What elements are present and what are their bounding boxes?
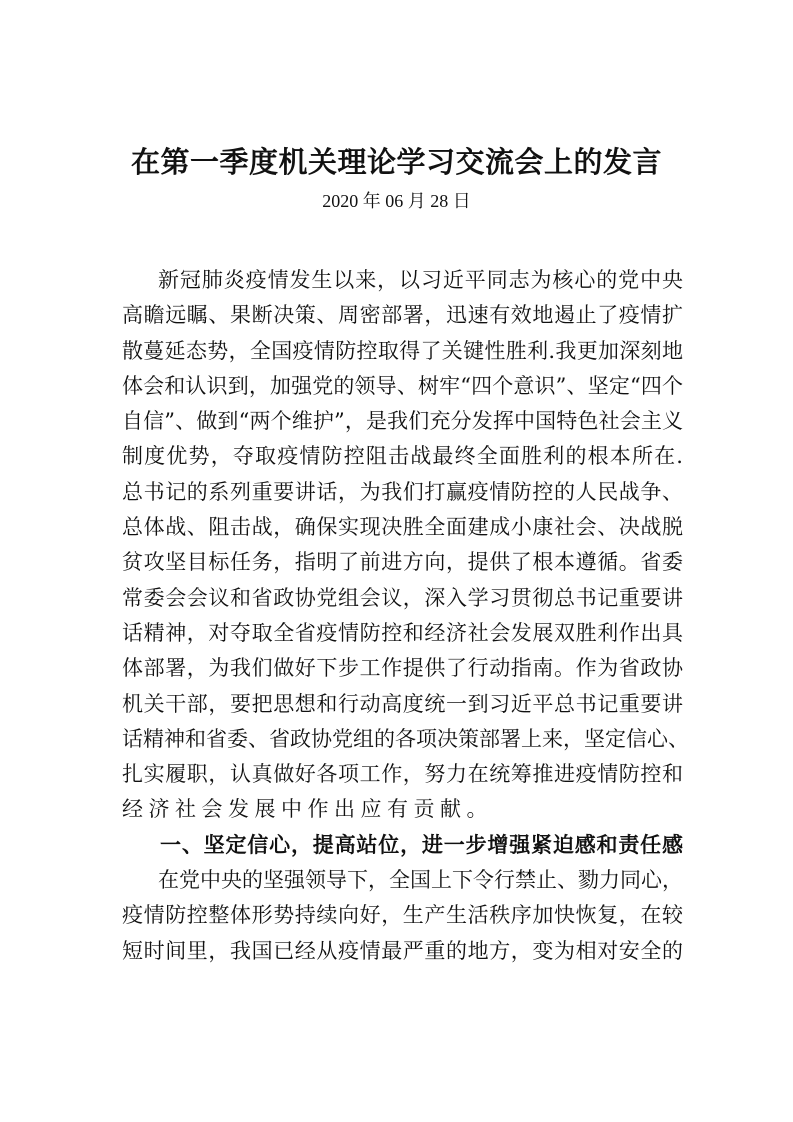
body-line: 新冠肺炎疫情发生以来，以习近平同志为核心的党中央 [158,268,683,292]
document-body [122,263,689,969]
section-heading: 一、坚定信心，提高站位，进一步增强紧迫感和责任感 [160,832,683,857]
body-line: 常委会会议和省政协党组会议，深入学习贯彻总书记重要讲 [122,585,683,610]
body-line: 短时间里，我国已经从疫情最严重的地方，变为相对安全的 [122,938,683,963]
body-line: 总书记的系列重要讲话，为我们打赢疫情防控的人民战争、 [122,479,683,504]
body-line: 贫攻坚目标任务，指明了前进方向，提供了根本遵循。省委 [122,550,683,575]
body-line: 经济社会发展中作出应有贡献。 [122,797,493,822]
body-line: 疫情防控整体形势持续向好，生产生活秩序加快恢复，在较 [122,903,683,928]
body-line: 散蔓延态势，全国疫情防控取得了关键性胜利.我更加深刻地 [122,338,683,363]
body-line: 在党中央的坚强领导下，全国上下令行禁止、勠力同心， [158,868,683,893]
body-line: 话精神和省委、省政协党组的各项决策部署上来，坚定信心、 [122,726,689,751]
body-line: 体会和认识到，加强党的领导、树牢“四个意识”、坚定“四个 [122,373,683,398]
document-date: 2020 年 06 月 28 日 [322,191,471,211]
body-line: 话精神，对夺取全省疫情防控和经济社会发展双胜利作出具 [122,620,683,645]
body-line: 自信”、做到“两个维护”，是我们充分发挥中国特色社会主义 [122,409,683,434]
body-line: 总体战、阻击战，确保实现决胜全面建成小康社会、决战脱 [122,515,683,540]
body-line: 体部署，为我们做好下步工作提供了行动指南。作为省政协 [122,656,683,681]
document-title: 在第一季度机关理论学习交流会上的发言 [130,145,662,179]
body-line: 高瞻远瞩、果断决策、周密部署，迅速有效地遏止了疫情扩 [122,303,683,328]
body-line: 扎实履职，认真做好各项工作，努力在统筹推进疫情防控和 [122,762,683,787]
body-line: 制度优势，夺取疫情防控阻击战最终全面胜利的根本所在. [122,444,683,469]
body-line: 机关干部，要把思想和行动高度统一到习近平总书记重要讲 [122,691,683,716]
